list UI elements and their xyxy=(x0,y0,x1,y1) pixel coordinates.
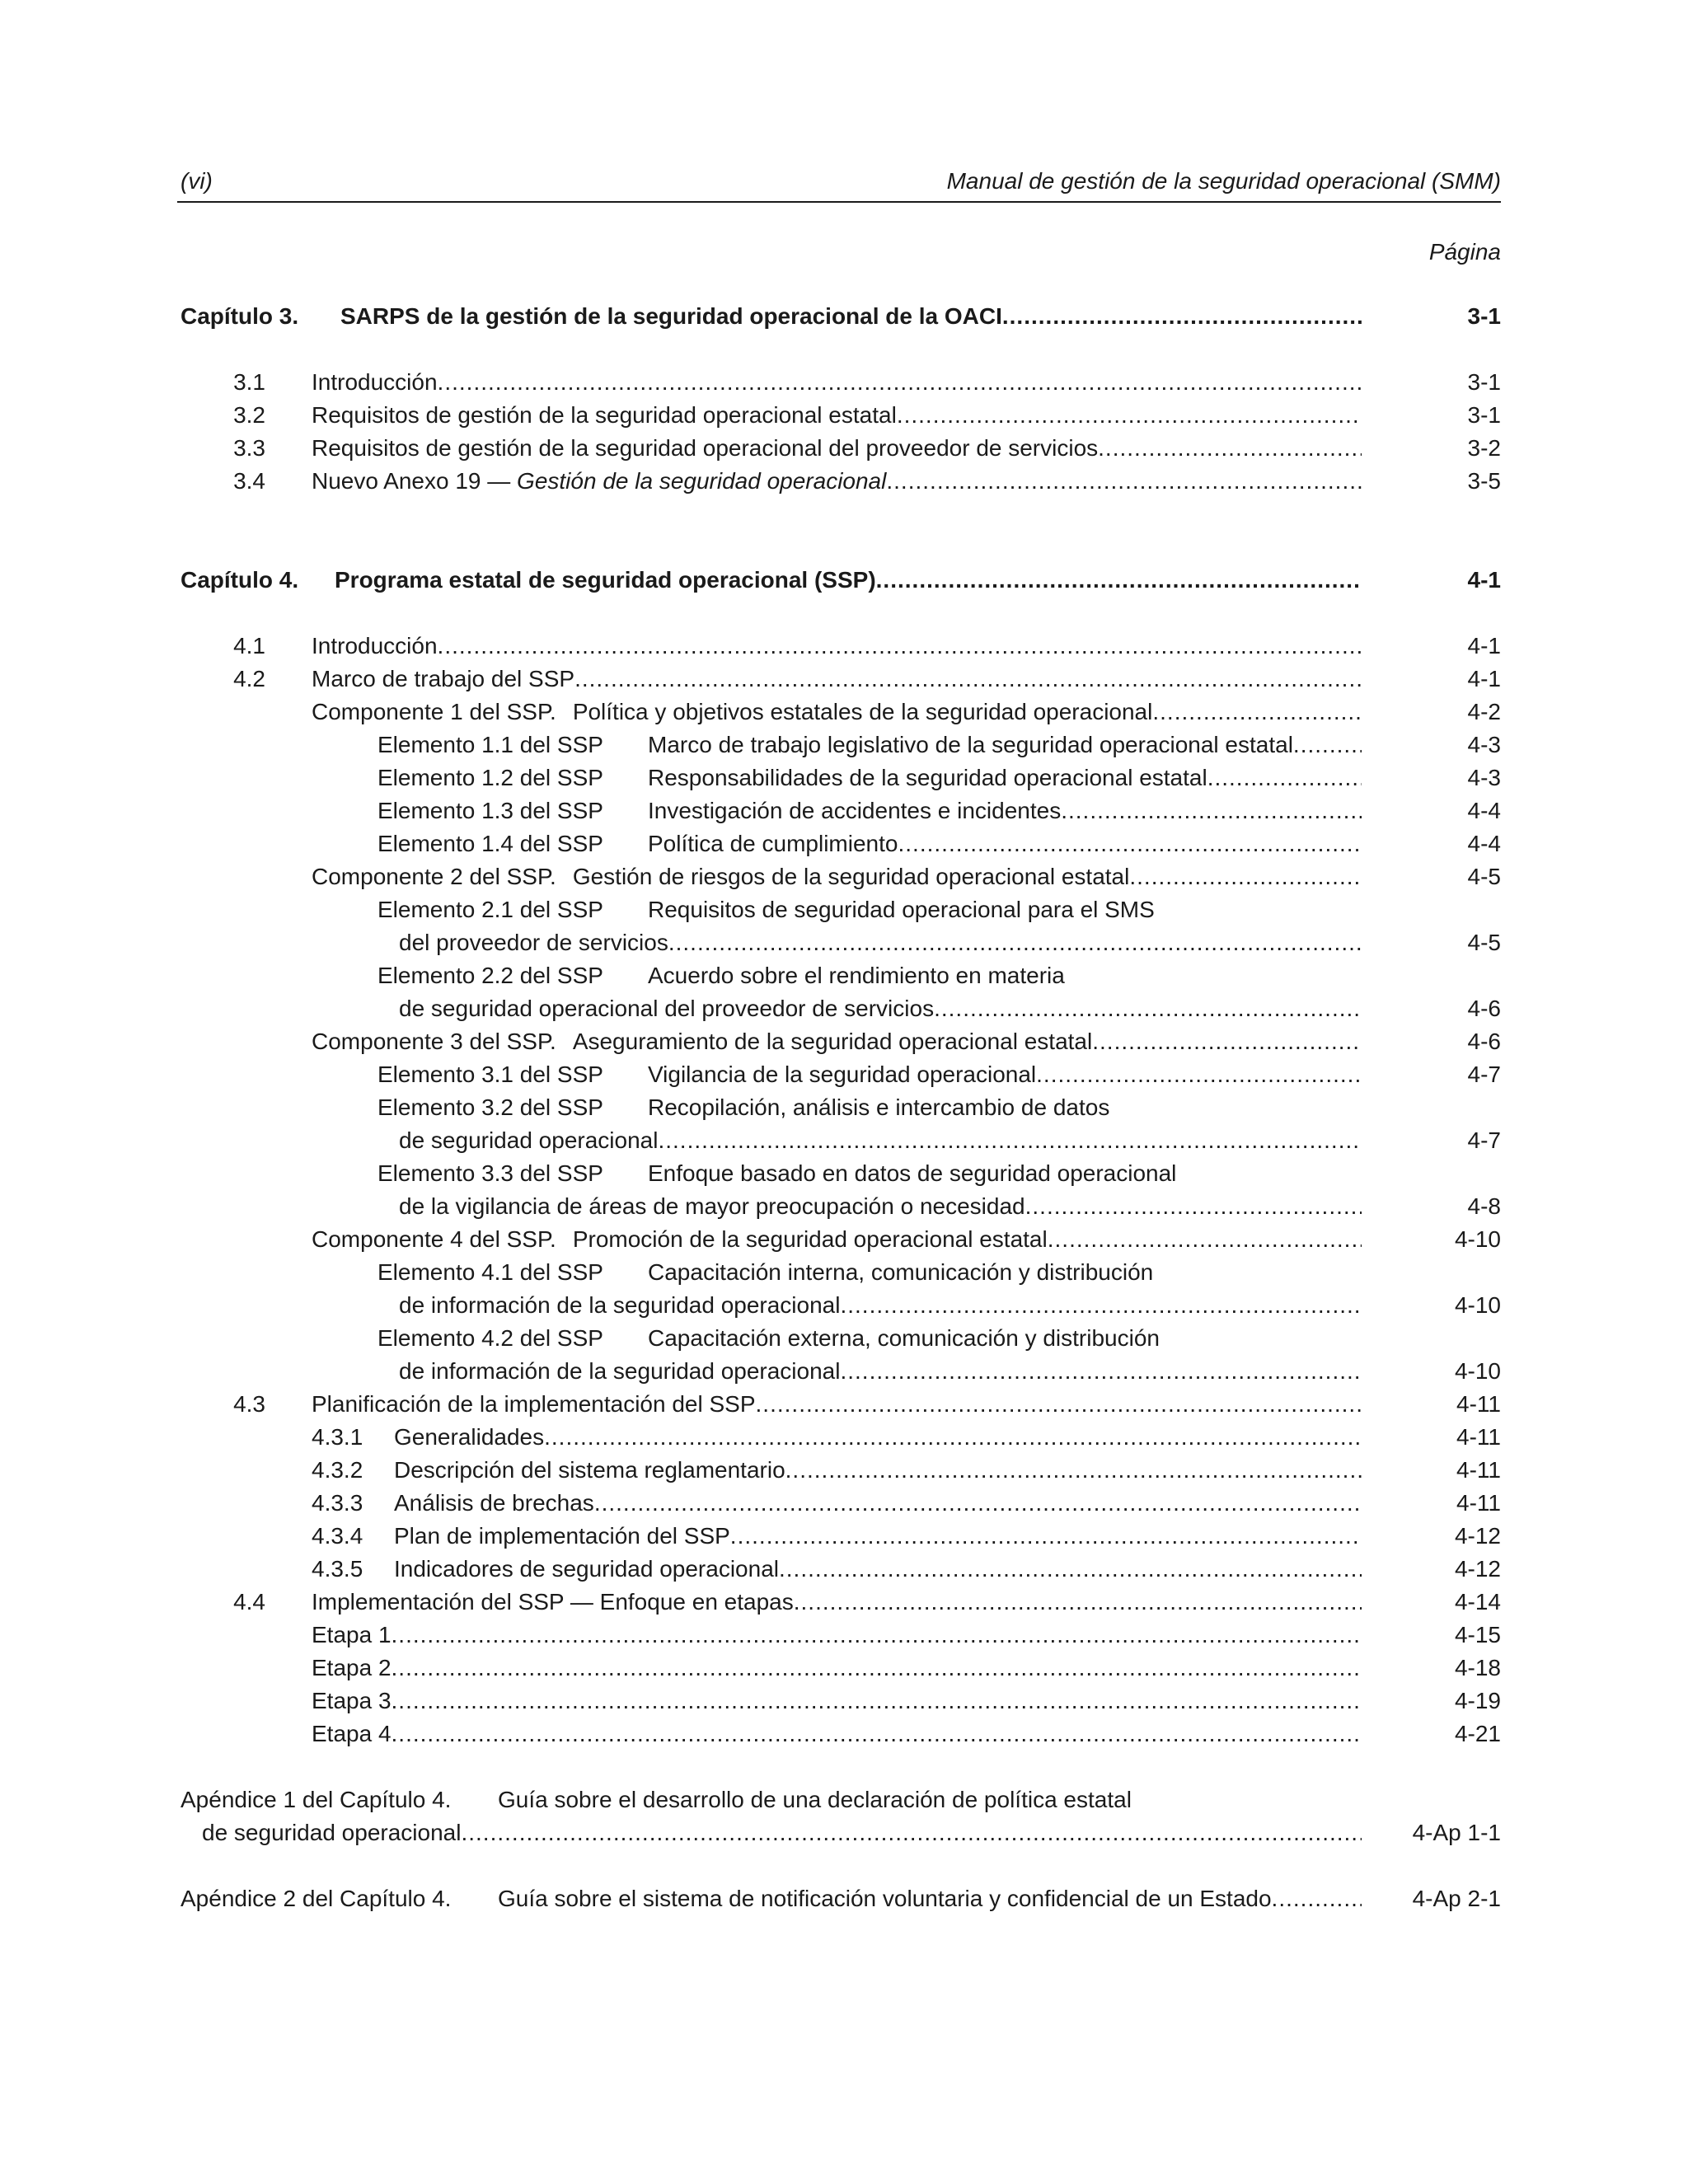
toc-leader xyxy=(312,1421,1362,1454)
toc-element[interactable] xyxy=(0,1322,1688,1355)
toc-item[interactable] xyxy=(0,399,1688,432)
component-label: Componente 1 del SSP. xyxy=(312,699,556,724)
chapter-label: Capítulo 4. xyxy=(181,567,299,593)
subsection-title: Generalidades xyxy=(394,1424,545,1450)
page-number: 4-10 xyxy=(1454,1226,1501,1252)
page-column-label: Página xyxy=(1428,239,1501,265)
toc-item[interactable] xyxy=(0,1388,1688,1421)
toc-element[interactable] xyxy=(0,762,1688,794)
subsection-title: Plan de implementación del SSP xyxy=(394,1523,730,1549)
page-number: 3-2 xyxy=(1467,435,1501,461)
subsection-number: 4.3.3 xyxy=(312,1490,363,1516)
toc-subitem[interactable] xyxy=(0,1487,1688,1520)
header-rule xyxy=(177,201,1501,203)
toc-element[interactable] xyxy=(0,729,1688,762)
page-number: 4-11 xyxy=(1456,1490,1501,1516)
toc-leader xyxy=(312,1520,1362,1553)
toc-leader xyxy=(312,1718,1362,1750)
page-number: 4-1 xyxy=(1467,633,1501,658)
page-header-left: (vi) xyxy=(181,168,213,194)
section-number: 3.1 xyxy=(233,369,265,395)
element-label: Elemento 1.2 del SSP xyxy=(377,765,603,790)
toc-leader xyxy=(312,366,1362,399)
subsection-title: Indicadores de seguridad operacional xyxy=(394,1556,779,1582)
page-number: 4-4 xyxy=(1467,831,1501,856)
section-title: Requisitos de gestión de la seguridad operacional del proveedor de servicios xyxy=(312,435,1099,461)
element-label: Elemento 1.1 del SSP xyxy=(377,732,603,757)
page-number: 4-10 xyxy=(1454,1292,1501,1318)
toc-leader xyxy=(399,926,1362,959)
page-number: 4-18 xyxy=(1454,1655,1501,1680)
toc-leader xyxy=(340,300,1362,333)
toc-subitem[interactable] xyxy=(0,1421,1688,1454)
toc-item[interactable] xyxy=(0,663,1688,696)
toc-leader xyxy=(377,794,1362,827)
section-number: 4.4 xyxy=(233,1589,265,1615)
stage-title: Etapa 4 xyxy=(312,1721,392,1746)
element-label: Elemento 3.3 del SSP xyxy=(377,1160,603,1186)
section-title: Requisitos de gestión de la seguridad operacional estatal xyxy=(312,402,897,428)
toc-component[interactable] xyxy=(0,1025,1688,1058)
stage-title: Etapa 1 xyxy=(312,1622,392,1647)
toc-leader xyxy=(312,1454,1362,1487)
subsection-number: 4.3.5 xyxy=(312,1556,363,1582)
element-title: Acuerdo sobre el rendimiento en materia xyxy=(648,963,1065,988)
toc-element[interactable] xyxy=(0,794,1688,827)
page-number: 4-3 xyxy=(1467,732,1501,757)
toc-item[interactable] xyxy=(0,366,1688,399)
toc-subitem[interactable] xyxy=(0,1454,1688,1487)
section-title xyxy=(312,465,886,498)
toc-appendix-continuation[interactable] xyxy=(0,1816,1688,1849)
element-title-cont: de la vigilancia de áreas de mayor preocupación o necesidad xyxy=(399,1193,1025,1219)
page-number: 4-7 xyxy=(1467,1062,1501,1087)
toc-item[interactable] xyxy=(0,432,1688,465)
toc-leader xyxy=(312,1025,1362,1058)
element-label: Elemento 1.3 del SSP xyxy=(377,798,603,823)
section-title: Introducción xyxy=(312,369,438,395)
toc-leader xyxy=(312,663,1362,696)
stage-title: Etapa 2 xyxy=(312,1655,392,1680)
toc-leader xyxy=(399,1190,1362,1223)
element-title-cont: del proveedor de servicios xyxy=(399,930,668,955)
chapter-title: SARPS de la gestión de la seguridad operacional de la OACI xyxy=(340,303,1002,329)
element-title-cont: de información de la seguridad operacional xyxy=(399,1292,841,1318)
element-title: Política de cumplimiento xyxy=(648,831,898,856)
element-title: Capacitación externa, comunicación y distribución xyxy=(648,1325,1160,1351)
element-label: Elemento 2.1 del SSP xyxy=(377,897,603,922)
toc-leader xyxy=(312,432,1362,465)
section-number: 4.2 xyxy=(233,666,265,691)
section-number: 3.2 xyxy=(233,402,265,428)
element-title-cont: de información de la seguridad operacional xyxy=(399,1358,841,1384)
component-title: Promoción de la seguridad operacional estatal xyxy=(572,1226,1048,1252)
element-label: Elemento 4.2 del SSP xyxy=(377,1325,603,1351)
toc-leader xyxy=(377,827,1362,860)
toc-leader xyxy=(312,1685,1362,1718)
toc-leader xyxy=(202,1816,1362,1849)
toc-leader xyxy=(312,1223,1362,1256)
page-number: 4-6 xyxy=(1467,1029,1501,1054)
page-number: 4-5 xyxy=(1467,864,1501,889)
title-italic: Gestión de la seguridad operacional xyxy=(517,468,887,494)
page-number: 4-19 xyxy=(1454,1688,1501,1713)
toc-leader xyxy=(377,729,1362,762)
toc-leader xyxy=(181,1882,1362,1915)
toc-subitem[interactable] xyxy=(0,1520,1688,1553)
page-number: 4-1 xyxy=(1467,666,1501,691)
toc-leader xyxy=(377,762,1362,794)
element-title-cont: de seguridad operacional xyxy=(399,1127,659,1153)
section-title: Planificación de la implementación del SSP xyxy=(312,1391,756,1417)
toc-leader xyxy=(312,696,1362,729)
toc-subitem[interactable] xyxy=(0,1718,1688,1750)
appendix-label: Apéndice 1 del Capítulo 4. xyxy=(181,1787,452,1812)
page-number: 4-14 xyxy=(1454,1589,1501,1615)
component-label: Componente 2 del SSP. xyxy=(312,864,556,889)
subsection-title: Descripción del sistema reglamentario xyxy=(394,1457,785,1483)
page-number: 4-12 xyxy=(1454,1556,1501,1582)
toc-leader xyxy=(399,1355,1362,1388)
toc-leader xyxy=(312,1553,1362,1586)
toc-subitem[interactable] xyxy=(0,1553,1688,1586)
page-header-right: Manual de gestión de la seguridad operacional (SMM) xyxy=(946,168,1501,194)
toc-element[interactable] xyxy=(0,1091,1688,1124)
page-number: 4-1 xyxy=(1467,567,1501,593)
page-number: 4-10 xyxy=(1454,1358,1501,1384)
page-number: 3-1 xyxy=(1467,303,1501,329)
page-number: 4-4 xyxy=(1467,798,1501,823)
page-number: 4-11 xyxy=(1456,1424,1501,1450)
toc-element-continuation[interactable] xyxy=(0,926,1688,959)
toc-leader xyxy=(312,399,1362,432)
toc-element[interactable] xyxy=(0,827,1688,860)
section-title: Introducción xyxy=(312,633,438,658)
toc-appendix[interactable] xyxy=(0,1783,1688,1816)
toc-appendix[interactable] xyxy=(0,1882,1688,1915)
toc-element-continuation[interactable] xyxy=(0,1289,1688,1322)
toc-leader xyxy=(377,1058,1362,1091)
element-title: Investigación de accidentes e incidentes xyxy=(648,798,1062,823)
element-title: Enfoque basado en datos de seguridad operacional xyxy=(648,1160,1177,1186)
page-number: 4-3 xyxy=(1467,765,1501,790)
element-title: Vigilancia de la seguridad operacional xyxy=(648,1062,1037,1087)
element-label: Elemento 3.2 del SSP xyxy=(377,1094,603,1120)
toc-leader xyxy=(312,1619,1362,1652)
subsection-title: Análisis de brechas xyxy=(394,1490,594,1516)
toc-chapter-3[interactable] xyxy=(0,300,1688,333)
component-label: Componente 3 del SSP. xyxy=(312,1029,556,1054)
page-number: 4-8 xyxy=(1467,1193,1501,1219)
page-number: 4-2 xyxy=(1467,699,1501,724)
element-title: Recopilación, análisis e intercambio de datos xyxy=(648,1094,1110,1120)
page-number: 3-1 xyxy=(1467,369,1501,395)
page-number: 4-6 xyxy=(1467,996,1501,1021)
page-number: 3-1 xyxy=(1467,402,1501,428)
toc-component[interactable] xyxy=(0,1223,1688,1256)
toc-element-continuation[interactable] xyxy=(0,1124,1688,1157)
chapter-title: Programa estatal de seguridad operacional (SSP) xyxy=(335,567,876,593)
toc-subitem[interactable] xyxy=(0,1652,1688,1685)
section-number: 4.3 xyxy=(233,1391,265,1417)
page-number: 4-21 xyxy=(1454,1721,1501,1746)
toc-element[interactable] xyxy=(0,1256,1688,1289)
element-label: Elemento 1.4 del SSP xyxy=(377,831,603,856)
toc-leader xyxy=(312,465,1362,498)
toc-item[interactable] xyxy=(0,465,1688,498)
appendix-label: Apéndice 2 del Capítulo 4. xyxy=(181,1886,452,1911)
toc-element[interactable] xyxy=(0,1058,1688,1091)
element-label: Elemento 2.2 del SSP xyxy=(377,963,603,988)
page-number: 4-12 xyxy=(1454,1523,1501,1549)
toc-leader xyxy=(312,1652,1362,1685)
page-number: 4-7 xyxy=(1467,1127,1501,1153)
toc-chapter-4[interactable] xyxy=(0,564,1688,597)
element-title: Requisitos de seguridad operacional para el SMS xyxy=(648,897,1155,922)
subsection-number: 4.3.4 xyxy=(312,1523,363,1549)
toc-element[interactable] xyxy=(0,1157,1688,1190)
page-number: 4-Ap 2-1 xyxy=(1412,1886,1501,1911)
page-number: 4-11 xyxy=(1456,1457,1501,1483)
element-title: Marco de trabajo legislativo de la seguridad operacional estatal xyxy=(648,732,1293,757)
subsection-number: 4.3.1 xyxy=(312,1424,363,1450)
appendix-title: Guía sobre el desarrollo de una declaración de política estatal xyxy=(498,1787,1132,1812)
component-title: Política y objetivos estatales de la seguridad operacional xyxy=(572,699,1153,724)
page-number: 4-Ap 1-1 xyxy=(1412,1820,1501,1845)
subsection-number: 4.3.2 xyxy=(312,1457,363,1483)
toc-element-continuation[interactable] xyxy=(0,992,1688,1025)
component-title: Aseguramiento de la seguridad operacional estatal xyxy=(572,1029,1093,1054)
stage-title: Etapa 3 xyxy=(312,1688,392,1713)
toc-component[interactable] xyxy=(0,860,1688,893)
element-title-cont: de seguridad operacional del proveedor de servicios xyxy=(399,996,935,1021)
toc-subitem[interactable] xyxy=(0,1685,1688,1718)
toc-leader xyxy=(312,1388,1362,1421)
appendix-title: Guía sobre el sistema de notificación voluntaria y confidencial de un Estado xyxy=(498,1886,1272,1911)
section-title: Marco de trabajo del SSP xyxy=(312,666,575,691)
toc-leader xyxy=(399,992,1362,1025)
chapter-label: Capítulo 3. xyxy=(181,303,299,329)
page-number: 4-11 xyxy=(1456,1391,1501,1417)
toc-component[interactable] xyxy=(0,696,1688,729)
section-title: Implementación del SSP — Enfoque en etapas xyxy=(312,1589,794,1615)
toc-leader xyxy=(399,1124,1362,1157)
element-label: Elemento 3.1 del SSP xyxy=(377,1062,603,1087)
component-label: Componente 4 del SSP. xyxy=(312,1226,556,1252)
toc-element[interactable] xyxy=(0,959,1688,992)
toc-element-continuation[interactable] xyxy=(0,1190,1688,1223)
section-number: 4.1 xyxy=(233,633,265,658)
element-title: Capacitación interna, comunicación y distribución xyxy=(648,1259,1154,1285)
toc-subitem[interactable] xyxy=(0,1619,1688,1652)
toc-leader xyxy=(399,1289,1362,1322)
element-title: Responsabilidades de la seguridad operacional estatal xyxy=(648,765,1207,790)
toc-leader xyxy=(312,860,1362,893)
toc-element[interactable] xyxy=(0,893,1688,926)
toc-leader xyxy=(312,630,1362,663)
page-number: 4-15 xyxy=(1454,1622,1501,1647)
toc-element-continuation[interactable] xyxy=(0,1355,1688,1388)
appendix-title-cont: de seguridad operacional xyxy=(202,1820,462,1845)
title-plain: Nuevo Anexo 19 — xyxy=(312,468,518,494)
page-number: 3-5 xyxy=(1467,468,1501,494)
component-title: Gestión de riesgos de la seguridad operacional estatal xyxy=(572,864,1130,889)
section-number: 3.4 xyxy=(233,468,265,494)
section-number: 3.3 xyxy=(233,435,265,461)
page-number: 4-5 xyxy=(1467,930,1501,955)
toc-leader xyxy=(312,1586,1362,1619)
toc-item[interactable] xyxy=(0,630,1688,663)
toc-leader xyxy=(335,564,1362,597)
element-label: Elemento 4.1 del SSP xyxy=(377,1259,603,1285)
toc-leader xyxy=(312,1487,1362,1520)
toc-item[interactable] xyxy=(0,1586,1688,1619)
